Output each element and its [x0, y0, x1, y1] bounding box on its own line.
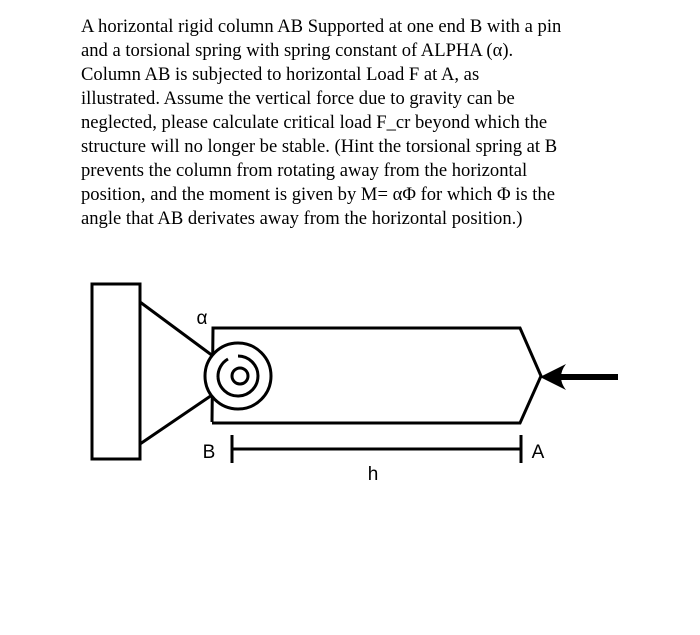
dimension-line	[232, 435, 521, 463]
problem-line-7: prevents the column from rotating away from the horizontal	[81, 160, 528, 181]
length-label: h	[367, 464, 379, 485]
problem-line-9: angle that AB derivates away from the horizontal position.)	[81, 208, 523, 229]
problem-line-1: A horizontal rigid column AB Supported at one end B with a pin	[81, 16, 562, 37]
problem-line-8: position, and the moment is given by M= αΦ for which Φ is the	[81, 184, 555, 205]
load-arrow	[540, 364, 618, 390]
point-a-label: A	[531, 442, 545, 463]
pin-joint	[232, 368, 248, 384]
point-b-label: B	[202, 442, 216, 463]
problem-line-3: Column AB is subjected to horizontal Load F at A, as	[81, 64, 480, 85]
problem-line-6: structure will no longer be stable. (Hint the torsional spring at B	[81, 136, 558, 157]
problem-line-2: and a torsional spring with spring constant of ALPHA (α).	[81, 40, 514, 61]
problem-line-4: illustrated. Assume the vertical force due to gravity can be	[81, 88, 515, 109]
wall-support	[92, 284, 140, 459]
alpha-label: α	[196, 308, 208, 329]
problem-line-5: neglected, please calculate critical load F_cr beyond which the	[81, 112, 548, 133]
